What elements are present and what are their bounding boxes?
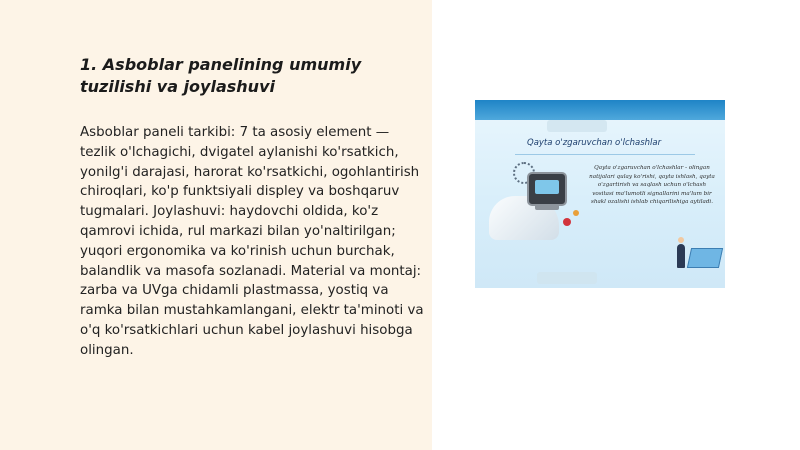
illustration-header-band xyxy=(475,100,725,120)
illustration-title: Qayta o'zgaruvchan o'lchashlar xyxy=(527,138,662,148)
watermark-bottom xyxy=(537,272,597,284)
watermark-top xyxy=(547,120,607,132)
illustration-title-rule xyxy=(515,154,695,155)
illustration-image xyxy=(475,100,725,288)
person-icon xyxy=(677,244,685,268)
laptop-icon xyxy=(687,248,723,268)
gauge-base xyxy=(535,204,559,210)
slide-body-text: Asboblar paneli tarkibi: 7 ta asosiy element — tezlik o'lchagichi, dvigatel aylanishi ko'rsatkich, yonilg'i darajasi, harorat ko'rsatkichi, ogohlantirish chiroqlari, ko'p funktsiyali displey va boshqaruv tugmalari. Joylashuvi: haydovchi oldida, ko'z qamrovi ichida, rul markazi bilan yo'naltirilgan; yuqori ergonomika va ko'rinish uchun burchak, balandlik va masofa sozlanadi. Material va montaj: zarba va UVga chidamli plastmassa, yostiq va ramka bilan mustahkamlangani, elektr ta'minoti va o'q ko'rsatkichlari uchun kabel joylashuvi hisobga olingan. xyxy=(80,125,424,358)
red-sensor-icon xyxy=(563,218,571,226)
person-head-icon xyxy=(678,237,684,243)
illustration-caption: Qayta o'zgaruvchan o'lchashlar - olingan natijalari qulay ko'rishi, qayta ishlash, qayta o'zgartirish va saqlash uchun o'lchash vositasi ma'lumotli signallarini ma'lum bir shakl ozalishi ishlab chiqarilishiga aytiladi. xyxy=(589,165,715,206)
gauge-device-icon xyxy=(527,172,567,206)
gauge-screen xyxy=(535,180,559,194)
orange-sensor-icon xyxy=(573,210,579,216)
slide-heading: 1. Asboblar panelining umumiy tuzilishi va joylashuvi xyxy=(80,55,362,96)
